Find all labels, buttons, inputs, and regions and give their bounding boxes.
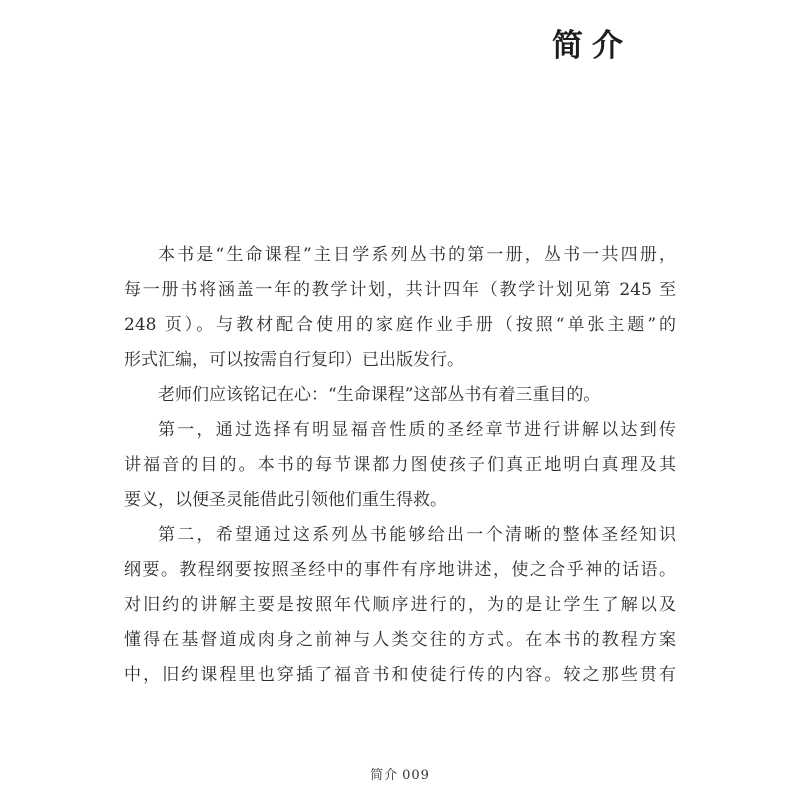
text-line: 中，旧约课程里也穿插了福音书和使徒行传的内容。较之那些贯有 xyxy=(124,665,676,685)
chapter-title: 简介 xyxy=(552,28,632,64)
page-number: 009 xyxy=(402,768,430,783)
text-line: 讲福音的目的。本书的每节课都力图使孩子们真正地明白真理及其 xyxy=(124,455,676,475)
paragraph-4 xyxy=(124,518,676,693)
paragraph-2 xyxy=(124,378,676,413)
footer-section-title: 简介 xyxy=(370,768,399,783)
body-text xyxy=(124,238,676,693)
text-line: 第二，希望通过这系列丛书能够给出一个清晰的整体圣经知识 xyxy=(158,525,676,545)
text-line: 对旧约的讲解主要是按照年代顺序进行的，为的是让学生了解以及 xyxy=(124,595,676,615)
text-line: 形式汇编，可以按需自行复印）已出版发行。 xyxy=(124,350,464,370)
paragraph-1 xyxy=(124,238,676,378)
text-line: 本书是“生命课程”主日学系列丛书的第一册，丛书一共四册， xyxy=(158,245,676,265)
text-line: 懂得在基督道成肉身之前神与人类交往的方式。在本书的教程方案 xyxy=(124,630,676,650)
paragraph-3 xyxy=(124,413,676,518)
text-line: 要义，以便圣灵能借此引领他们重生得救。 xyxy=(124,490,447,510)
text-line: 每一册书将涵盖一年的教学计划，共计四年（教学计划见第 245 至 xyxy=(124,280,676,300)
text-line: 老师们应该铭记在心：“生命课程”这部丛书有着三重目的。 xyxy=(158,385,601,405)
page-footer xyxy=(0,764,800,783)
text-line: 第一，通过选择有明显福音性质的圣经章节进行讲解以达到传 xyxy=(158,420,676,440)
text-line: 纲要。教程纲要按照圣经中的事件有序地讲述，使之合乎神的话语。 xyxy=(124,560,676,580)
text-line: 248 页）。与教材配合使用的家庭作业手册（按照“单张主题”的 xyxy=(124,315,676,335)
